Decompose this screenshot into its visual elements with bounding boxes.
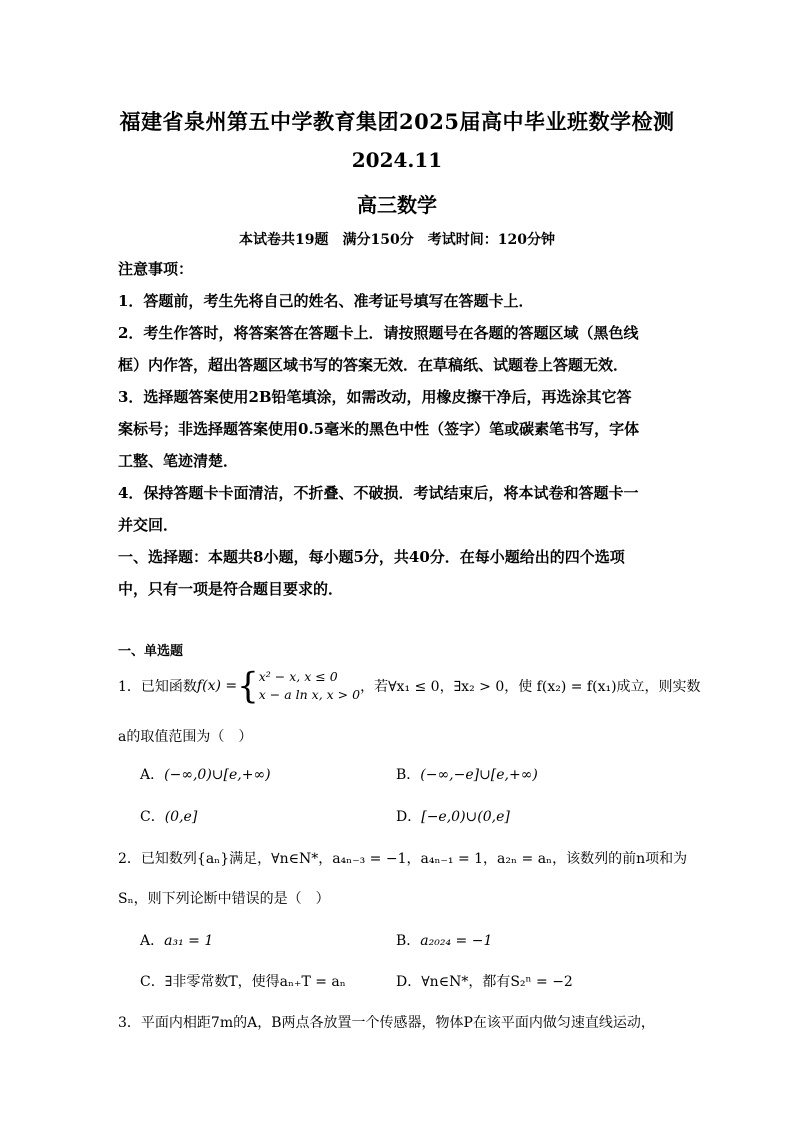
question-3-line1: 3．平面内相距7m的A，B两点各放置一个传感器，物体P在该平面内做匀速直线运动， [118,1015,655,1031]
q1-prefix: 1．已知函数 [118,679,197,695]
exam-title: 福建省泉州第五中学教育集团2025届高中毕业班数学检测 [119,109,675,134]
exam-date: 2024.11 [351,148,443,172]
q1-cases [259,668,360,704]
notice-line: 并交回． [118,516,179,534]
q1-func: f(x) = [196,678,238,694]
notice-line: 3．选择题答案使用2B铅笔填涂，如需改动，用橡皮擦干净后，再选涂其它答 [118,388,632,406]
question-1-line1 [118,665,701,707]
notice-heading: 注意事项： [118,260,194,278]
q1-option-c: C．(0,e] [140,809,198,825]
question-1-line2: a的取值范围为（ ） [118,729,253,745]
q2-option-c: C．∃非零常数T，使得aₙ₊T = aₙ [140,974,346,990]
q1-middle: ，若∀x₁ ≤ 0，∃x₂ > 0，使 f(x₂) = f(x₁)成立，则实数 [360,679,701,695]
q1-option-d: D．[−e,0)∪(0,e] [396,809,510,825]
exam-subject: 高三数学 [357,193,437,217]
q1-case2: x − a ln x, x > 0 [258,687,361,702]
q1-case1: x² − x, x ≤ 0 [258,669,338,684]
q2-option-d: D．∀n∈N*，都有S₂ⁿ = −2 [396,974,573,990]
q1-option-b: B．(−∞,−e]∪[e,+∞) [396,767,538,783]
exam-info: 本试卷共19题 满分150分 考试时间：120分钟 [239,232,555,248]
notice-line: 框）内作答，超出答题区域书写的答案无效．在草稿纸、试题卷上答题无效． [118,356,629,374]
notice-line: 工整、笔迹清楚． [118,452,239,470]
q1-brace: { [237,665,259,707]
notice-line: 2．考生作答时，将答案答在答题卡上．请按照题号在各题的答题区域（黑色线 [118,324,639,342]
q1-option-a: A．(−∞,0)∪[e,+∞) [140,767,271,783]
q2-option-a: A．a₃₁ = 1 [140,933,214,949]
q2-option-b: B．a₂₀₂₄ = −1 [396,933,493,949]
notice-line: 4．保持答题卡卡面清洁，不折叠、不破损．考试结束后，将本试卷和答题卡一 [118,484,639,502]
question-2-line1: 2．已知数列{aₙ}满足，∀n∈N*，a₄ₙ₋₃ = −1，a₄ₙ₋₁ = 1，a₂ₙ = aₙ，该数列的前n项和为 [118,851,688,867]
question-2-line2: Sₙ，则下列论断中错误的是（ ） [118,891,330,907]
section-subheading: 一、单选题 [118,644,184,659]
notice-line: 案标号；非选择题答案使用0.5毫米的黑色中性（签字）笔或碳素笔书写，字体 [118,420,640,438]
section-heading-line1: 一、选择题：本题共8小题，每小题5分，共40分．在每小题给出的四个选项 [118,548,625,566]
notice-line: 1．答题前，考生先将自己的姓名、准考证号填写在答题卡上． [118,292,534,310]
section-heading-line2: 中，只有一项是符合题目要求的． [118,580,344,598]
